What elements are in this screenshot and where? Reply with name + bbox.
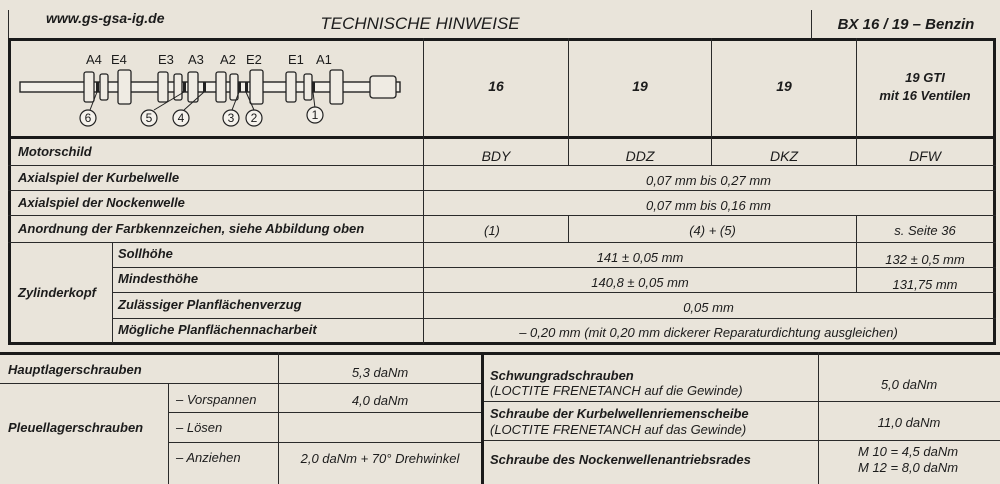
mindesthoehe-value-gti: 131,75 mm [892,277,958,292]
schwungrad-note: (LOCTITE FRENETANCH auf die Gewinde) [490,383,743,398]
value-nockenwelle: 0,07 mm bis 0,16 mm [646,198,771,213]
motorschild-bdy: BDY [481,148,511,164]
label-a1: A1 [316,52,332,67]
value-kurbelwelle: 0,07 mm bis 0,27 mm [646,173,771,188]
row-label-nacharbeit: Mögliche Planflächennacharbeit [118,322,317,337]
sollhoehe-value: 141 ± 0,05 mm [596,250,684,265]
row-label-kurbelwelle: Axialspiel der Kurbelwelle [18,170,180,185]
farbkennzeichen-19: (4) + (5) [689,223,736,238]
col-header-19gti: 19 GTI [905,70,945,85]
label-e3: E3 [158,52,174,67]
label-e4: E4 [111,52,127,67]
motorschild-dkz: DKZ [770,148,798,164]
circle-number-1: 1 [311,108,319,122]
planverzug-value: 0,05 mm [683,300,734,315]
riemenscheibe-value: 11,0 daNm [877,415,941,430]
row-label-planverzug: Zulässiger Planflächenverzug [118,297,302,312]
website-url: www.gs-gsa-ig.de [46,10,165,26]
farbkennzeichen-16: (1) [484,223,500,238]
pleuel-step-anziehen: – Anziehen [176,450,241,465]
row-label-motorschild: Motorschild [18,144,92,159]
circle-number-6: 6 [84,111,92,125]
circle-number-2: 2 [250,111,258,125]
circle-number-4: 4 [177,111,185,125]
row-label-nockenwelle: Axialspiel der Nockenwelle [18,195,185,210]
motorschild-dfw: DFW [909,148,941,164]
row-label-riemenscheibe: Schraube der Kurbelwellenriemenscheibe [490,406,749,421]
farbkennzeichen-19gti: s. Seite 36 [894,223,956,238]
row-label-nockenwellenrad: Schraube des Nockenwellenantriebsrades [490,452,751,467]
label-a2: A2 [220,52,236,67]
nockenwellenrad-value-m12: M 12 = 8,0 daNm [858,460,959,475]
col-header-19-dkz: 19 [776,78,792,94]
row-label-schwungrad: Schwungradschrauben [490,368,634,383]
label-a3: A3 [188,52,204,67]
mindesthoehe-value: 140,8 ± 0,05 mm [591,275,689,290]
row-label-sollhoehe: Sollhöhe [118,246,173,261]
nacharbeit-value: – 0,20 mm (mit 0,20 mm dickerer Reparaturdichtung ausgleichen) [519,325,898,340]
col-header-16: 16 [488,78,504,94]
circle-number-5: 5 [145,111,153,125]
hauptlager-value: 5,3 daNm [351,365,409,380]
camshaft-diagram [18,50,413,132]
pleuel-anziehen-value: 2,0 daNm + 70° Drehwinkel [300,451,460,466]
pleuel-step-loesen: – Lösen [176,420,223,435]
row-label-farbkennzeichen: Anordnung der Farbkennzeichen, siehe Abbildung oben [18,221,365,236]
motorschild-ddz: DDZ [625,148,655,164]
col-header-19-ddz: 19 [632,78,648,94]
pleuel-step-vorspannen: – Vorspannen [176,392,257,407]
label-a4: A4 [86,52,102,67]
nockenwellenrad-value-m10: M 10 = 4,5 daNm [858,444,959,459]
row-label-mindesthoehe: Mindesthöhe [118,271,199,286]
label-e2: E2 [246,52,262,67]
sollhoehe-value-gti: 132 ± 0,5 mm [885,252,965,267]
row-label-hauptlager: Hauptlagerschrauben [8,362,142,377]
circle-number-3: 3 [227,111,235,125]
label-e1: E1 [288,52,304,67]
pleuel-vorspannen-value: 4,0 daNm [351,393,409,408]
riemenscheibe-note: (LOCTITE FRENETANCH auf das Gewinde) [490,422,747,437]
camshaft-drawing [18,50,413,132]
schwungrad-value: 5,0 daNm [880,377,938,392]
col-header-19gti-sub: mit 16 Ventilen [879,88,971,103]
row-label-pleuel: Pleuellagerschrauben [8,420,144,435]
model-label: BX 16 / 19 – Benzin [837,16,975,33]
row-label-zylinderkopf: Zylinderkopf [18,285,97,300]
page-title: TECHNISCHE HINWEISE [320,14,520,33]
